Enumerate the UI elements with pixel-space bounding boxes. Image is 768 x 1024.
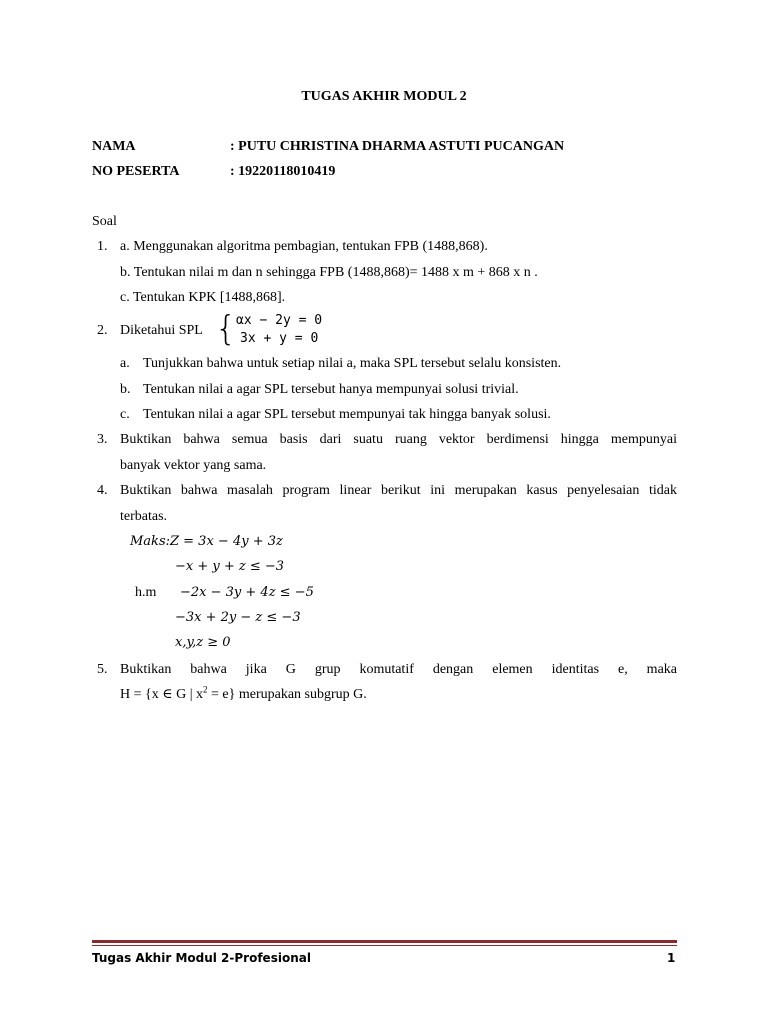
soal-heading: Soal <box>92 214 117 229</box>
q3-line1: Buktikan bahwa semua basis dari suatu ruang vektor berdimensi hingga mempunyai <box>120 432 677 447</box>
footer-page-number: 1 <box>667 951 676 965</box>
q2-number: 2. <box>97 323 108 338</box>
q2-c-label: c. <box>120 407 130 422</box>
q4-line2: terbatas. <box>120 509 168 524</box>
q2-eq1: αx − 2y = 0 <box>236 313 323 328</box>
q1-b: b. Tentukan nilai m dan n sehingga FPB (1488,868)= 1488 x m + 868 x n . <box>120 265 538 280</box>
q4-line1: Buktikan bahwa masalah program linear berikut ini merupakan kasus penyelesaian tidak <box>120 483 677 498</box>
q3-line2: banyak vektor yang sama. <box>120 458 267 473</box>
page-title: TUGAS AKHIR MODUL 2 <box>301 89 467 104</box>
q5-superscript: 2 <box>203 684 208 695</box>
q4-objective: Maks:Z = 3x − 4y + 3z <box>130 534 283 549</box>
q2-eq2: 3x + y = 0 <box>240 331 319 346</box>
q1-number: 1. <box>97 239 108 254</box>
q2-b-label: b. <box>120 382 131 397</box>
q4-constraint-2: −2x − 3y + 4z ≤ −5 <box>180 585 314 600</box>
q2-c: Tentukan nilai a agar SPL tersebut mempunyai tak hingga banyak solusi. <box>143 407 551 422</box>
footer-title: Tugas Akhir Modul 2-Profesional <box>92 951 311 965</box>
q3-number: 3. <box>97 432 108 447</box>
left-brace-icon: { <box>215 309 237 349</box>
q5-number: 5. <box>97 662 108 677</box>
footer-rule-thin <box>92 945 677 946</box>
id-label: NO PESERTA <box>92 164 180 179</box>
name-value: : PUTU CHRISTINA DHARMA ASTUTI PUCANGAN <box>230 139 565 154</box>
q5-line2-pre: H = {x ∈ G | x <box>120 687 204 702</box>
q4-number: 4. <box>97 483 108 498</box>
q4-constraint-1: −x + y + z ≤ −3 <box>175 559 285 574</box>
q2-intro: Diketahui SPL <box>120 323 203 338</box>
q1-a: a. Menggunakan algoritma pembagian, tentukan FPB (1488,868). <box>120 239 488 254</box>
id-value: : 19220118010419 <box>230 164 336 179</box>
q5-line2-post: = e} merupakan subgrup G. <box>207 687 367 702</box>
footer-rule-thick <box>92 940 677 943</box>
q4-constraint-3: −3x + 2y − z ≤ −3 <box>175 610 301 625</box>
q1-c: c. Tentukan KPK [1488,868]. <box>120 290 286 305</box>
name-label: NAMA <box>92 139 136 154</box>
q5-line2 <box>120 686 367 704</box>
q2-b: Tentukan nilai a agar SPL tersebut hanya mempunyai solusi trivial. <box>143 382 519 397</box>
q4-constraint-4: x,y,z ≥ 0 <box>175 635 231 650</box>
q2-a: Tunjukkan bahwa untuk setiap nilai a, maka SPL tersebut selalu konsisten. <box>143 356 562 371</box>
q5-line1: Buktikan bahwa jika G grup komutatif dengan elemen identitas e, maka <box>120 662 677 677</box>
q4-hm-label: h.m <box>135 585 157 600</box>
q2-a-label: a. <box>120 356 130 371</box>
